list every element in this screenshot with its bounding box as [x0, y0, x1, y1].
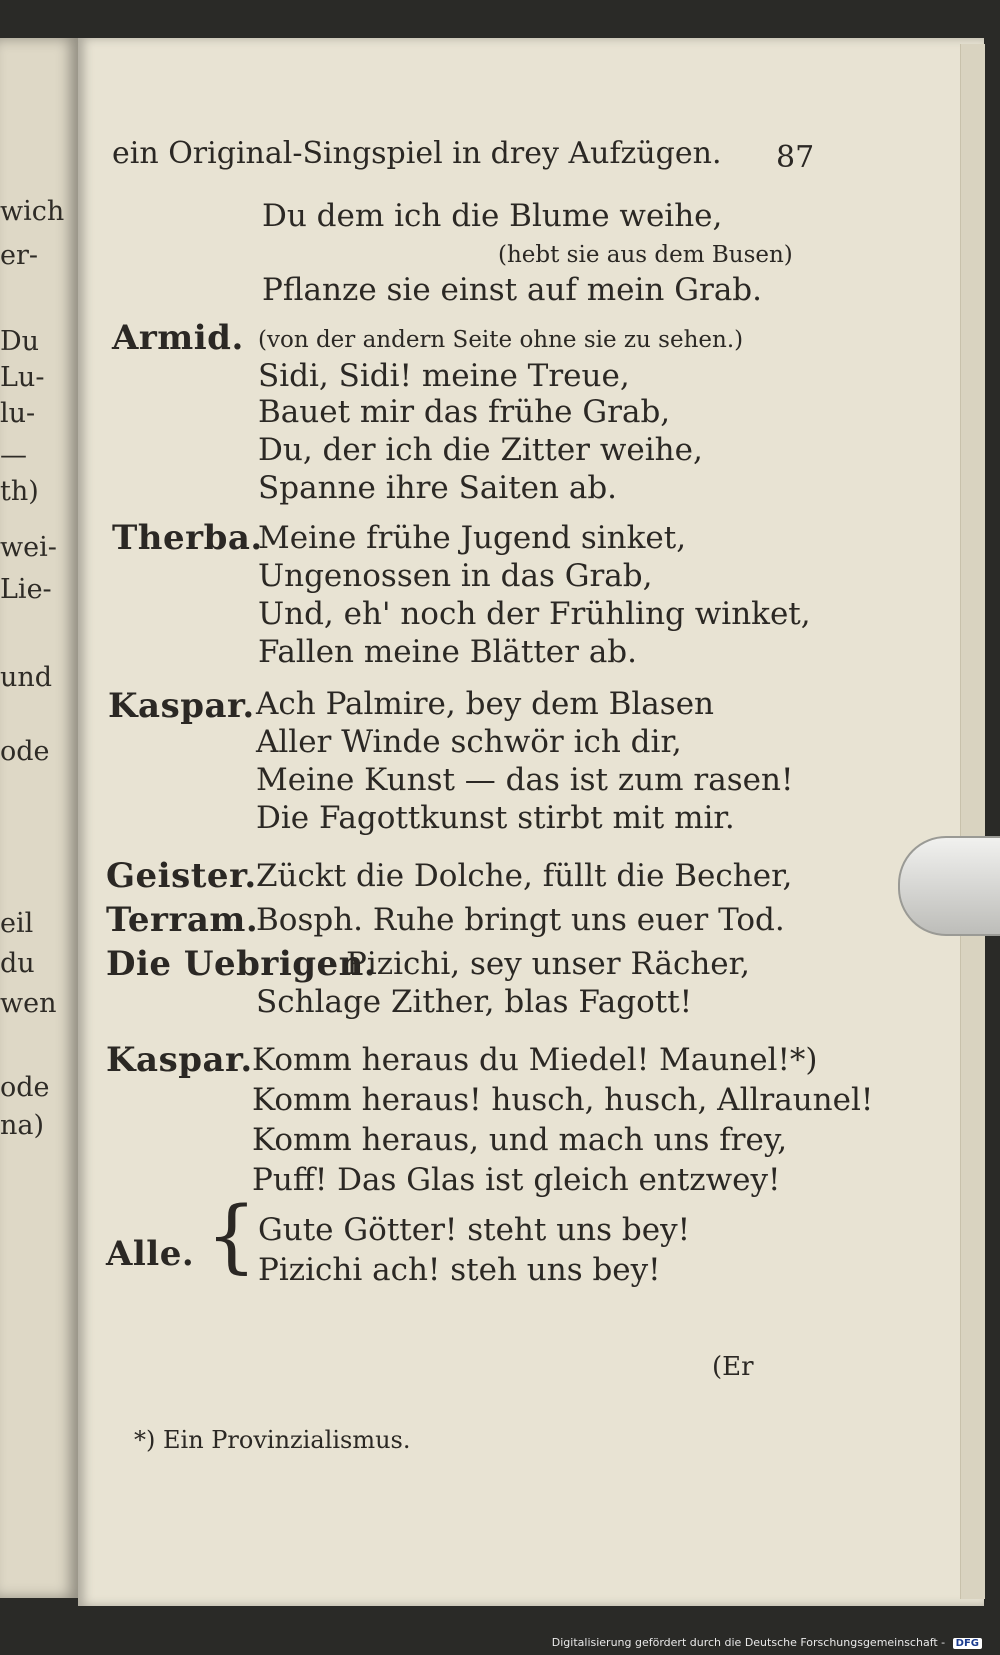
verse-line: Schlage Zither, blas Fagott! [256, 984, 693, 1020]
previous-page-fragment: wich [0, 196, 65, 227]
page-clip [898, 836, 1000, 936]
speaker-name: Terram. [106, 900, 259, 940]
previous-page-fragment: wei- [0, 532, 57, 563]
previous-page-fragment: — [0, 440, 27, 471]
verse-line: Komm heraus, und mach uns frey, [252, 1122, 788, 1158]
previous-page-fragment: Lie- [0, 574, 52, 605]
previous-page-fragment: Lu- [0, 362, 45, 393]
previous-page-fragment: und [0, 662, 53, 693]
page-number: 87 [776, 140, 815, 175]
speaker-name: Armid. [112, 318, 244, 358]
previous-page-fragment: lu- [0, 398, 36, 429]
verse-line: Meine frühe Jugend sinket, [258, 520, 687, 556]
verse-line: Bauet mir das frühe Grab, [258, 394, 671, 430]
digitization-credit [552, 1636, 982, 1649]
running-title: ein Original-Singspiel in drey Aufzügen. [112, 136, 722, 171]
verse-line: Sidi, Sidi! meine Treue, [258, 358, 630, 394]
verse-line: Spanne ihre Saiten ab. [258, 470, 618, 506]
speaker-name: Die Uebrigen. [106, 944, 377, 984]
page-edge [960, 44, 985, 1599]
verse-line: Du dem ich die Blume weihe, [262, 198, 723, 234]
verse-line: Du, der ich die Zitter weihe, [258, 432, 703, 468]
previous-page-fragment: wen [0, 988, 57, 1019]
previous-page-fragment: Du [0, 326, 40, 357]
footnote: *) Ein Provinzialismus. [134, 1426, 411, 1454]
verse-line: Meine Kunst — das ist zum rasen! [256, 762, 794, 798]
speaker-name: Therba. [112, 518, 263, 558]
verse-line: Pflanze sie einst auf mein Grab. [262, 272, 762, 308]
verse-line: Gute Götter! steht uns bey! [258, 1212, 691, 1248]
verse-line: Zückt die Dolche, füllt die Becher, [256, 858, 793, 894]
previous-page-fragment: eil [0, 908, 34, 939]
speaker-name: Alle. [106, 1234, 195, 1274]
verse-line: Komm heraus! husch, husch, Allraunel! [252, 1082, 874, 1118]
speaker-name: Geister. [106, 856, 257, 896]
previous-page-fragment: ode [0, 736, 50, 767]
verse-line: Ungenossen in das Grab, [258, 558, 653, 594]
stage-direction: (hebt sie aus dem Busen) [498, 242, 793, 268]
verse-line: Pizichi, sey unser Rächer, [346, 946, 750, 982]
speaker-name: Kaspar. [106, 1040, 253, 1080]
previous-page-edge [0, 38, 78, 1598]
verse-line: Puff! Das Glas ist gleich entzwey! [252, 1162, 781, 1198]
previous-page-fragment: ode [0, 1072, 50, 1103]
previous-page-fragment: er- [0, 240, 39, 271]
verse-line: Bosph. Ruhe bringt uns euer Tod. [256, 902, 785, 938]
catchword: (Er [712, 1352, 754, 1382]
stage-direction: (von der andern Seite ohne sie zu sehen.) [258, 327, 744, 353]
verse-line: Pizichi ach! steh uns bey! [258, 1252, 661, 1288]
dfg-logo: DFG [953, 1638, 982, 1649]
speaker-name: Kaspar. [108, 686, 255, 726]
brace: { [206, 1189, 257, 1282]
verse-line: Die Fagottkunst stirbt mit mir. [256, 800, 735, 836]
previous-page-fragment: na) [0, 1110, 45, 1141]
verse-line: Und, eh' noch der Frühling winket, [258, 596, 811, 632]
verse-line: Ach Palmire, bey dem Blasen [256, 686, 715, 722]
credit-text: Digitalisierung gefördert durch die Deutsche Forschungsgemeinschaft - [551, 1636, 946, 1649]
verse-line: Aller Winde schwör ich dir, [256, 724, 682, 760]
previous-page-fragment: du [0, 948, 35, 979]
previous-page-fragment: th) [0, 476, 39, 507]
verse-line: Fallen meine Blätter ab. [258, 634, 637, 670]
verse-line: Komm heraus du Miedel! Maunel!*) [252, 1042, 818, 1078]
